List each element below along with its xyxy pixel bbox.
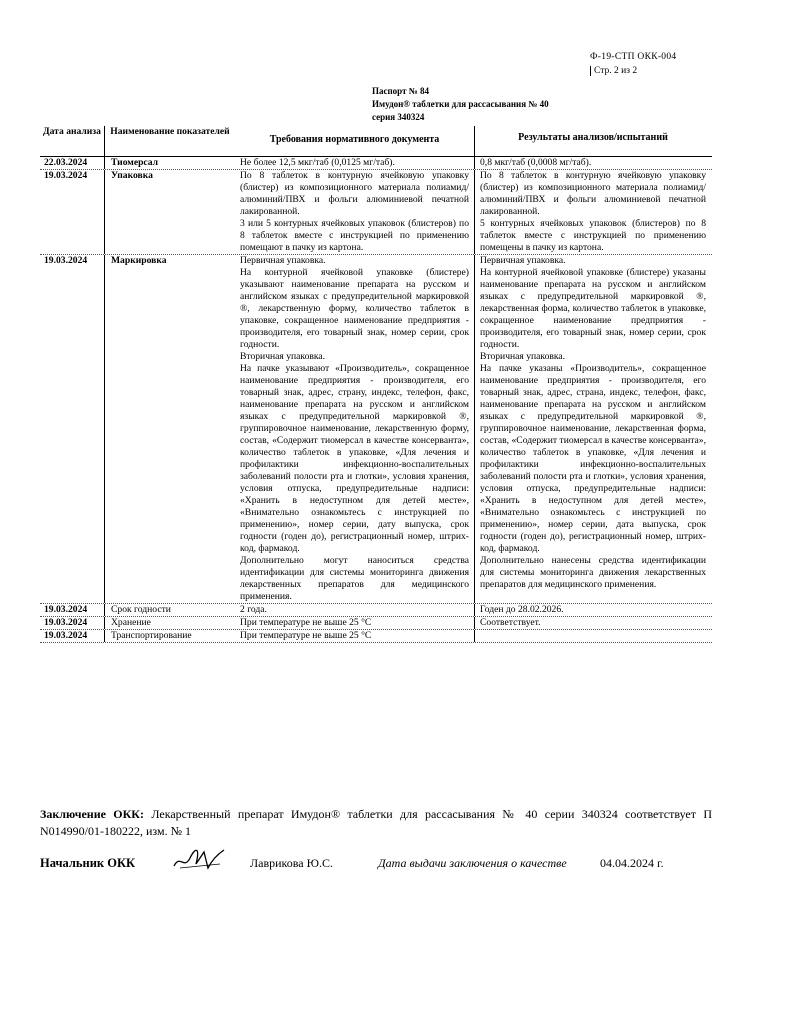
result-paragraph: На контурной ячейковой упаковке (блистере) указаны наименование препарата на русском и английском языках с предупредительной маркировкой ®, лекарственная форма, количество таблеток в упаковке, сокращенное наименование предприятия - производителя, его товарный знак, номер серии, срок годности. <box>480 267 706 350</box>
row-date: 19.03.2024 <box>40 170 105 254</box>
row-requirement <box>235 157 475 169</box>
form-code: Ф-19-СТП ОКК-004 <box>590 52 677 62</box>
result-paragraph: Первичная упаковка. <box>480 255 566 266</box>
result-paragraph: Годен до 28.02.2026. <box>480 604 564 615</box>
result-paragraph: На пачке указаны «Производитель», сокращенное наименование предприятия - производителя, его товарный знак, адрес, страна, индекс, телефон, факс, наименование препарата на русском и английском языках с предупредительной маркировкой ®, группировочное наименование, лекарственная форма, состав, «Содержит тиомерсал в качестве консерванта», количество таблеток в упаковке, «Для лечения и профилактики инфекционно-воспалительных заболеваний полости рта и глотки», условия хранения, условия отпуска, предупредительные надписи: «Хранить в недоступном для детей месте», «Внимательно ознакомьтесь с инструкцией по применению», номер серии, дата выпуска, срок годности (годен до), регистрационный номер, штрих-код, фармакод. <box>480 363 706 554</box>
analysis-table <box>40 126 712 643</box>
issue-date-value: 04.04.2024 г. <box>600 856 664 870</box>
result-paragraph: 0,8 мкг/таб (0,0008 мг/таб). <box>480 157 592 168</box>
row-date: 19.03.2024 <box>40 604 105 616</box>
conclusion <box>40 806 712 840</box>
product-title: Имудон® таблетки для рассасывания № 40 <box>372 99 549 109</box>
row-date: 19.03.2024 <box>40 630 105 642</box>
row-requirement <box>235 617 475 629</box>
table-row <box>40 630 712 643</box>
col-res-header: Результаты анализов/испытаний <box>518 132 668 143</box>
row-indicator-name: Срок годности <box>111 604 171 615</box>
row-date: 19.03.2024 <box>40 255 105 603</box>
row-result <box>475 157 710 169</box>
row-indicator-name: Упаковка <box>111 170 153 181</box>
requirement-paragraph: При температуре не выше 25 °С <box>240 630 372 641</box>
requirement-paragraph: При температуре не выше 25 °С <box>240 617 372 628</box>
conclusion-label: Заключение ОКК: <box>40 807 144 821</box>
issue-date-label: Дата выдачи заключения о качестве <box>378 856 567 870</box>
requirement-paragraph: На пачке указывают «Производитель», сокращенное наименование предприятия - производителя, его товарный знак, адрес, страну, индекс, телефон, факс, наименование препарата на русском и английском языках с предупредительной маркировкой ®, группировочное наименование, лекарственную форму, состав, «Содержит тиомерсал в качестве консерванта», количество таблеток в упаковке, «Для лечения и профилактики инфекционно-воспалительных заболеваний полости рта и глотки», условия хранения, условия отпуска, предупредительные надписи: «Хранить в недоступном для детей месте», «Внимательно ознакомьтесь с инструкцией по применению», номер серии, дату выпуска, срок годности (годен до), регистрационный номер, штрих-код, фармакод. <box>240 363 469 554</box>
result-paragraph: Соответствует. <box>480 617 541 628</box>
row-indicator-name: Хранение <box>111 617 151 628</box>
row-date: 19.03.2024 <box>40 617 105 629</box>
chief-label: Начальник ОКК <box>40 856 136 870</box>
conclusion-text: Лекарственный препарат Имудон® таблетки для рассасывания № 40 серии 340324 соответствует П N014990/01-180222, изм. № 1 <box>40 807 712 838</box>
col-req-header: Требования нормативного документа <box>235 126 475 156</box>
requirement-paragraph: 3 или 5 контурных ячейковых упаковок (блистеров) по 8 таблеток вместе с инструкцией по применению помещают в пачку из картона. <box>240 218 469 253</box>
col-date-header: Дата анализа <box>40 126 105 156</box>
row-requirement <box>235 255 475 603</box>
page-number: Стр. 2 из 2 <box>590 66 637 76</box>
table-row <box>40 604 712 617</box>
handwritten-signature <box>170 844 230 874</box>
result-paragraph: Дополнительно нанесены средства идентификации для системы мониторинга движения лекарственных препаратов для медицинского применения. <box>480 555 706 590</box>
requirement-paragraph: Первичная упаковка. <box>240 255 326 266</box>
row-result <box>475 604 710 616</box>
requirement-paragraph: Дополнительно могут наноситься средства идентификации для системы мониторинга движения лекарственных препаратов для медицинского применения. <box>240 555 469 602</box>
row-result <box>475 617 710 629</box>
table-header <box>40 126 712 157</box>
requirement-paragraph: На контурной ячейковой упаковке (блистере) указывают наименование препарата на русском и английском языках с предупредительной маркировкой ®, лекарственную форму, количество таблеток в упаковке, сокращенное наименование предприятия - производителя, его товарный знак, номер серии, срок годности. <box>240 267 469 350</box>
row-result <box>475 630 710 642</box>
row-requirement <box>235 604 475 616</box>
row-indicator-name: Тиомерсал <box>111 157 159 168</box>
table-row <box>40 157 712 170</box>
row-result <box>475 170 710 254</box>
row-indicator-name: Маркировка <box>111 255 167 266</box>
requirement-paragraph: По 8 таблеток в контурную ячейковую упаковку (блистер) из композиционного материала полиамид/алюминий/ПВХ и фольги алюминиевой печатной лакированной. <box>240 170 469 217</box>
row-result <box>475 255 710 603</box>
result-paragraph: 5 контурных ячейковых упаковок (блистеров) по 8 таблеток вместе с инструкцией по применению помещены в пачку из картона. <box>480 218 706 253</box>
signer-name: Лаврикова Ю.С. <box>250 856 333 870</box>
result-paragraph: Вторичная упаковка. <box>480 351 566 362</box>
row-indicator-name: Транспортирование <box>111 630 192 641</box>
series-number: серия 340324 <box>372 112 425 122</box>
requirement-paragraph: Не более 12,5 мкг/таб (0,0125 мг/таб). <box>240 157 395 168</box>
requirement-paragraph: 2 года. <box>240 604 267 615</box>
passport-number: Паспорт № 84 <box>372 86 430 96</box>
table-body <box>40 157 712 643</box>
col-name-header: Наименование показателей <box>110 126 230 137</box>
table-row <box>40 617 712 630</box>
requirement-paragraph: Вторичная упаковка. <box>240 351 326 362</box>
row-requirement <box>235 170 475 254</box>
result-paragraph: По 8 таблеток в контурную ячейковую упаковку (блистер) из композиционного материала полиамид/алюминий/ПВХ и фольги алюминиевой печатной лакированной. <box>480 170 706 217</box>
table-row <box>40 170 712 255</box>
table-row <box>40 255 712 604</box>
row-requirement <box>235 630 475 642</box>
row-date: 22.03.2024 <box>40 157 105 169</box>
